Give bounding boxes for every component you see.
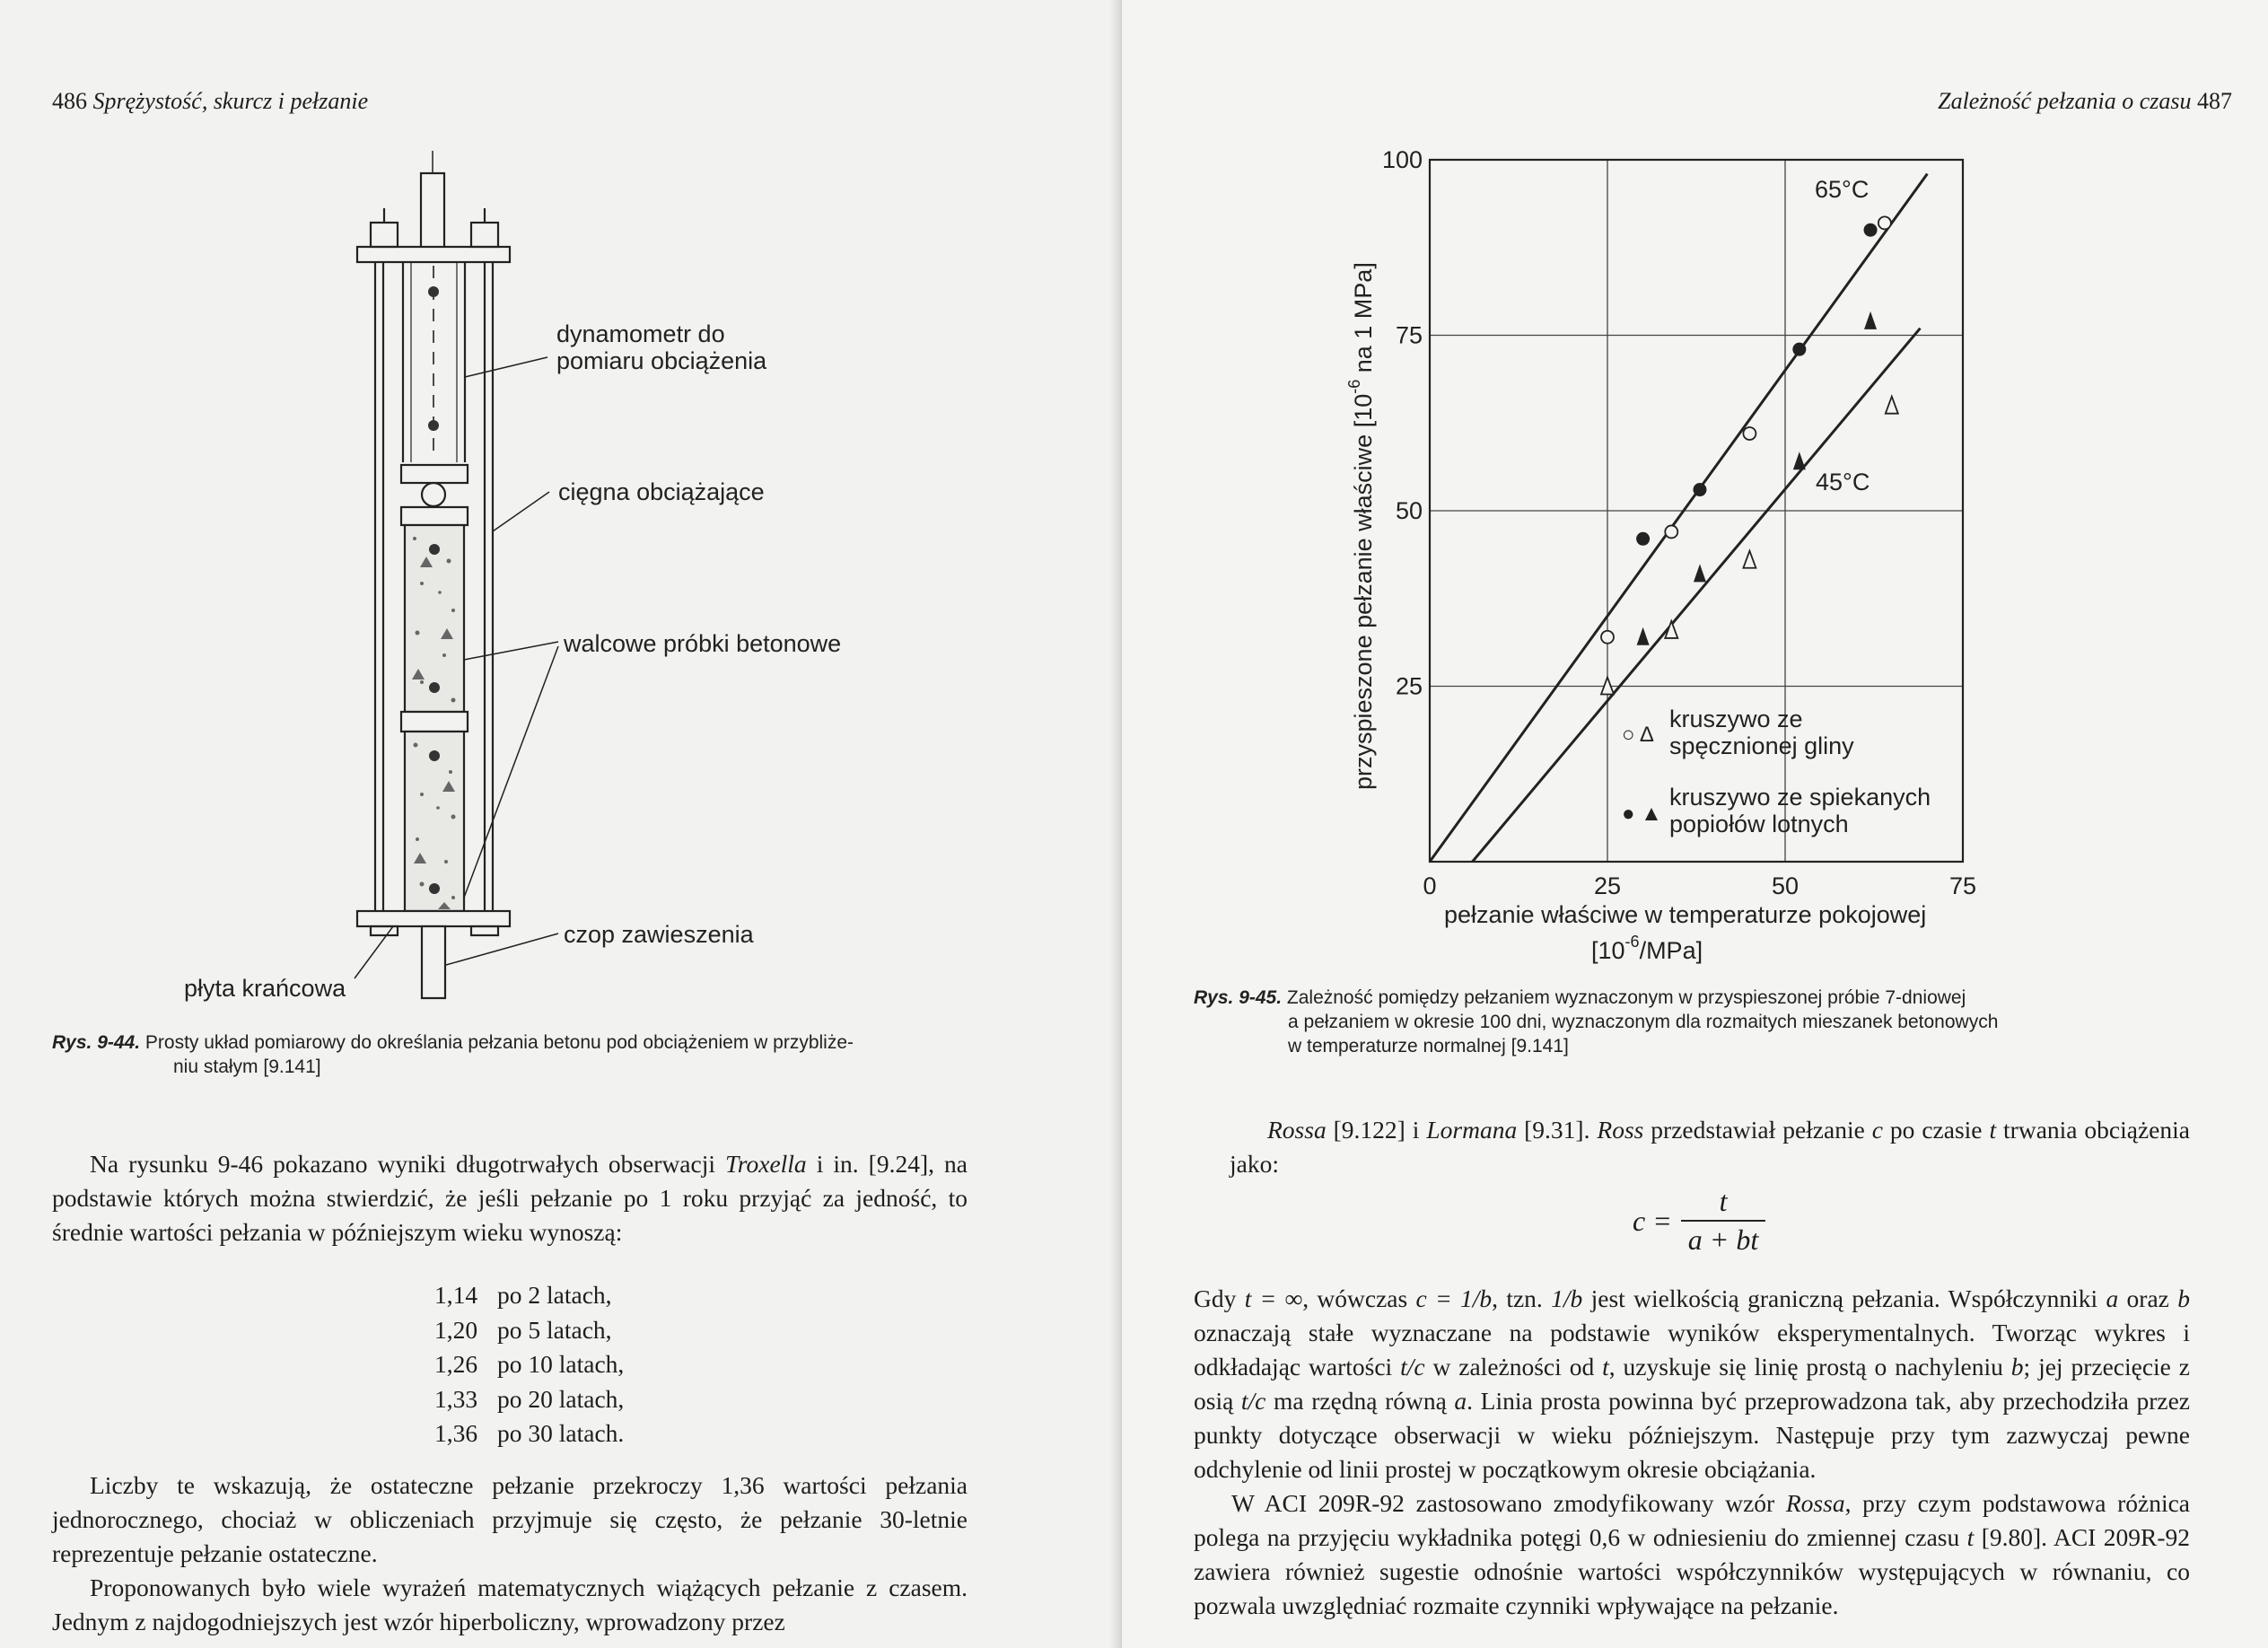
- list-item: [434, 1278, 624, 1313]
- list-text: po 30 latach.: [497, 1419, 625, 1447]
- bearing-block-bottom: [401, 507, 468, 525]
- creep-ratio-list: [434, 1278, 624, 1451]
- x-tick-label: 50: [1771, 872, 1800, 899]
- data-point-open-circle: [1665, 525, 1677, 538]
- p2-h: , uzyskuje się linię prostą o nachyleniu: [1608, 1353, 2011, 1381]
- data-point-filled-circle: [1864, 224, 1878, 237]
- var-c: c: [1871, 1116, 1883, 1144]
- author-ross: Ross: [1597, 1116, 1644, 1144]
- legend-label-2-line2: popiołów lotnych: [1669, 811, 1849, 837]
- para1-b: [9.31].: [1517, 1116, 1598, 1144]
- para1-text-a: Na rysunku 9-46 pokazano wyniki długotrwałych obserwacji: [90, 1150, 726, 1178]
- chart-legend: [1622, 706, 1931, 837]
- var-t: t: [1989, 1116, 1997, 1144]
- data-point-filled-triangle: [1637, 627, 1650, 645]
- ross-formula: [1632, 1185, 1765, 1257]
- data-point-open-triangle: [1743, 551, 1756, 568]
- regression-line-45c: [1473, 329, 1921, 862]
- right-header-title: Zależność pełzania o czasu: [1938, 88, 2192, 114]
- list-text: po 5 latach,: [497, 1315, 612, 1344]
- caption-line3: w temperaturze normalnej [9.141]: [1288, 1036, 1569, 1056]
- p2-a: Gdy: [1194, 1284, 1245, 1312]
- p2-f: oznaczają stałe wyznaczane na podstawie wyników eksperymentalnych. Tworząc wykres i odkładając wartości: [1194, 1319, 2190, 1381]
- caption-number: Rys. 9-44.: [52, 1032, 141, 1053]
- label-dynamometer-line2: pomiaru obciążenia: [556, 347, 767, 374]
- y-tick-label: 75: [1395, 321, 1423, 349]
- p2-va: a: [2106, 1284, 2119, 1312]
- list-item: [434, 1313, 624, 1348]
- right-page-number: 487: [2197, 88, 2232, 114]
- top-pin: [421, 173, 444, 252]
- x-axis-title: pełzanie właściwe w temperaturze pokojowej: [1444, 901, 1927, 928]
- caption-line1: Prosty układ pomiarowy do określania pełzania betonu pod obciążeniem w przybliże-: [144, 1032, 854, 1053]
- para1-c: przedstawiał pełzanie: [1643, 1116, 1872, 1144]
- right-paragraph-2: [1194, 1282, 2190, 1623]
- p2-va2: a: [1454, 1387, 1467, 1415]
- y-axis-title: [1345, 262, 1377, 790]
- list-value: 1,26: [434, 1350, 478, 1378]
- data-point-filled-triangle: [1793, 451, 1806, 469]
- middle-block: [401, 712, 468, 732]
- p3-c: [9.80]. ACI 209R-92 zawiera również sugestie odnośnie wartości współczynników występujących w równaniu, co pozwala uwzględniać rozmaite czynniki wpływające na pełzanie.: [1194, 1523, 2190, 1619]
- p2-j: ma rzędną równą: [1265, 1387, 1455, 1415]
- para1-e: trwania obciążenia jako:: [1230, 1116, 2190, 1178]
- author-lormana: Lormana: [1426, 1116, 1518, 1144]
- left-paragraph-2: [52, 1468, 968, 1639]
- right-paragraph-1: [1230, 1113, 2190, 1181]
- caption-line2: a pełzaniem w okresie 100 dni, wyznaczonym dla rozmaitych mieszanek betonowych: [1288, 1012, 1999, 1032]
- y-tick-label: 50: [1395, 497, 1423, 524]
- label-tie-rods: cięgna obciążające: [558, 478, 765, 505]
- p2-g: w zależności od: [1424, 1353, 1603, 1381]
- formula-denominator: a + bt: [1687, 1223, 1759, 1256]
- author-rossa: Rossa: [1267, 1116, 1327, 1144]
- p2-c-eq: c = 1/b: [1415, 1284, 1493, 1312]
- list-item: [434, 1382, 624, 1417]
- legend-label-2-line1: kruszywo ze spiekanych: [1669, 784, 1931, 811]
- p3-vt: t: [1966, 1523, 1975, 1551]
- left-page: [0, 0, 1122, 1648]
- x-unit-exp: -6: [1624, 933, 1640, 951]
- left-paragraph-1: [52, 1147, 968, 1249]
- p2-vb: b: [2177, 1284, 2190, 1312]
- label-dynamometer-line1: dynamometr do: [556, 320, 725, 347]
- line-label-65: 65°C: [1815, 176, 1870, 203]
- bottom-end-plate: [357, 911, 510, 926]
- p3-author: Rossa: [1785, 1489, 1845, 1517]
- creep-chart: [1122, 0, 2268, 987]
- p2-d: jest wielkością graniczną pełzania. Współczynniki: [1582, 1284, 2106, 1312]
- para1-d: po czasie: [1882, 1116, 1990, 1144]
- x-unit-b: /MPa]: [1639, 937, 1703, 964]
- list-value: 1,33: [434, 1384, 478, 1413]
- x-axis-unit: [1591, 933, 1703, 964]
- x-tick-label: 0: [1423, 872, 1437, 899]
- para2-text: Liczby te wskazują, że ostateczne pełzanie przekroczy 1,36 wartości pełzania jednorocznego, chociaż w obliczeniach przyjmuje się często, że pełzanie 30-letnie reprezentuje pełzanie ostateczne.: [52, 1471, 968, 1567]
- label-suspension-pin: czop zawieszenia: [564, 921, 754, 948]
- formula-numerator: t: [1681, 1185, 1765, 1221]
- p2-vt: t: [1602, 1353, 1609, 1381]
- y-title-a: przyspieszone pełzanie właściwe [10: [1350, 393, 1377, 790]
- para1-text-b: i in. [9.24], na podstawie których można stwierdzić, że jeśli pełzanie po 1 roku przyjąć za jedność, to średnie wartości pełzania w późniejszym wieku wynoszą:: [52, 1150, 968, 1246]
- p2-k: . Linia prosta powinna być przeprowadzona tak, aby przechodziła przez punkty dotyczące obserwacji w wieku późniejszym. Następuje przy tym zazwyczaj pewne odchylenie od linii prostej w początkowym okresie obciążania.: [1194, 1387, 2190, 1483]
- chart-points: [1601, 216, 1898, 694]
- p2-vb2: b: [2010, 1353, 2024, 1381]
- data-point-open-circle: [1601, 631, 1614, 644]
- bearing-block-top: [401, 465, 468, 483]
- para1-a: [9.122] i: [1326, 1116, 1427, 1144]
- para1-author: Troxella: [725, 1150, 807, 1178]
- bottom-pin: [422, 926, 445, 998]
- list-value: 1,14: [434, 1281, 478, 1309]
- label-end-plate: płyta krańcowa: [184, 975, 346, 1002]
- p2-c: , tzn.: [1492, 1284, 1552, 1312]
- ball-joint: [422, 483, 445, 506]
- legend-label-1-line2: spęcznionej gliny: [1669, 732, 1854, 759]
- left-header-title: Sprężystość, skurcz i pełzanie: [92, 88, 369, 114]
- top-nut-left: [371, 223, 398, 247]
- list-item: [434, 1347, 624, 1382]
- legend-symbols-1: ○ Δ: [1622, 723, 1654, 747]
- p2-tc: t/c: [1400, 1353, 1425, 1381]
- x-tick-label: 25: [1593, 872, 1622, 899]
- list-text: po 20 latach,: [497, 1384, 625, 1413]
- data-point-filled-circle: [1792, 343, 1806, 356]
- p2-i: ; jej przecięcie z osią: [1194, 1353, 2190, 1415]
- formula-lhs: c =: [1633, 1204, 1672, 1237]
- top-nut-right: [471, 223, 498, 247]
- x-unit-a: [10: [1591, 937, 1625, 964]
- label-dynamometer: [556, 320, 766, 374]
- list-text: po 2 latach,: [497, 1281, 612, 1309]
- left-page-number: 486: [52, 88, 87, 114]
- data-point-open-circle: [1743, 427, 1756, 440]
- p3-a: W ACI 209R-92 zastosowano zmodyfikowany wzór: [1231, 1489, 1786, 1517]
- data-point-filled-circle: [1693, 483, 1706, 496]
- p2-b: , wówczas: [1302, 1284, 1416, 1312]
- right-page: [1122, 0, 2268, 1648]
- p2-t-inf: t = ∞: [1244, 1284, 1303, 1312]
- legend-label-1-line1: kruszywo ze: [1669, 706, 1803, 732]
- apparatus-diagram: [0, 0, 1122, 1041]
- label-concrete-samples: walcowe próbki betonowe: [564, 630, 842, 657]
- x-tick-label: 75: [1948, 872, 1977, 899]
- list-value: 1,36: [434, 1419, 478, 1447]
- data-point-open-circle: [1878, 216, 1891, 229]
- formula-table: [1632, 1185, 1765, 1257]
- list-value: 1,20: [434, 1315, 478, 1344]
- caption-line1: Zależność pomiędzy pełzaniem wyznaczonym w przyspieszonej próbie 7-dniowej: [1286, 987, 1966, 1008]
- p2-e: oraz: [2118, 1284, 2178, 1312]
- data-point-open-triangle: [1886, 397, 1898, 414]
- y-tick-label: 100: [1381, 146, 1423, 173]
- top-end-plate: [357, 247, 510, 262]
- y-tick-label: 25: [1395, 672, 1423, 700]
- y-title-b: na 1 MPa]: [1350, 262, 1377, 380]
- p3-b: , przy czym podstawowa różnica polega na przyjęciu wykładnika potęgi 0,6 w odniesieniu do zmiennej czasu: [1194, 1489, 2190, 1551]
- figure-caption-9-44: [52, 1030, 976, 1079]
- caption-line2: niu stałym [9.141]: [173, 1056, 321, 1077]
- figure-caption-9-45: [1194, 986, 2199, 1058]
- list-item: [434, 1416, 624, 1451]
- data-point-filled-triangle: [1864, 311, 1877, 329]
- p2-lim: 1/b: [1551, 1284, 1583, 1312]
- y-title-exp: -6: [1345, 379, 1363, 394]
- caption-number: Rys. 9-45.: [1194, 987, 1283, 1008]
- data-point-filled-triangle: [1694, 564, 1706, 582]
- data-point-filled-circle: [1636, 532, 1650, 546]
- p2-tc2: t/c: [1240, 1387, 1266, 1415]
- list-text: po 10 latach,: [497, 1350, 625, 1378]
- para3-text: Proponowanych było wiele wyrażeń matematycznych wiążących pełzanie z czasem. Jednym z najdogodniejszych jest wzór hiperboliczny, wprowadzony przez: [52, 1573, 968, 1635]
- line-label-45: 45°C: [1816, 469, 1870, 495]
- legend-symbols-2: ● ▲: [1622, 802, 1662, 826]
